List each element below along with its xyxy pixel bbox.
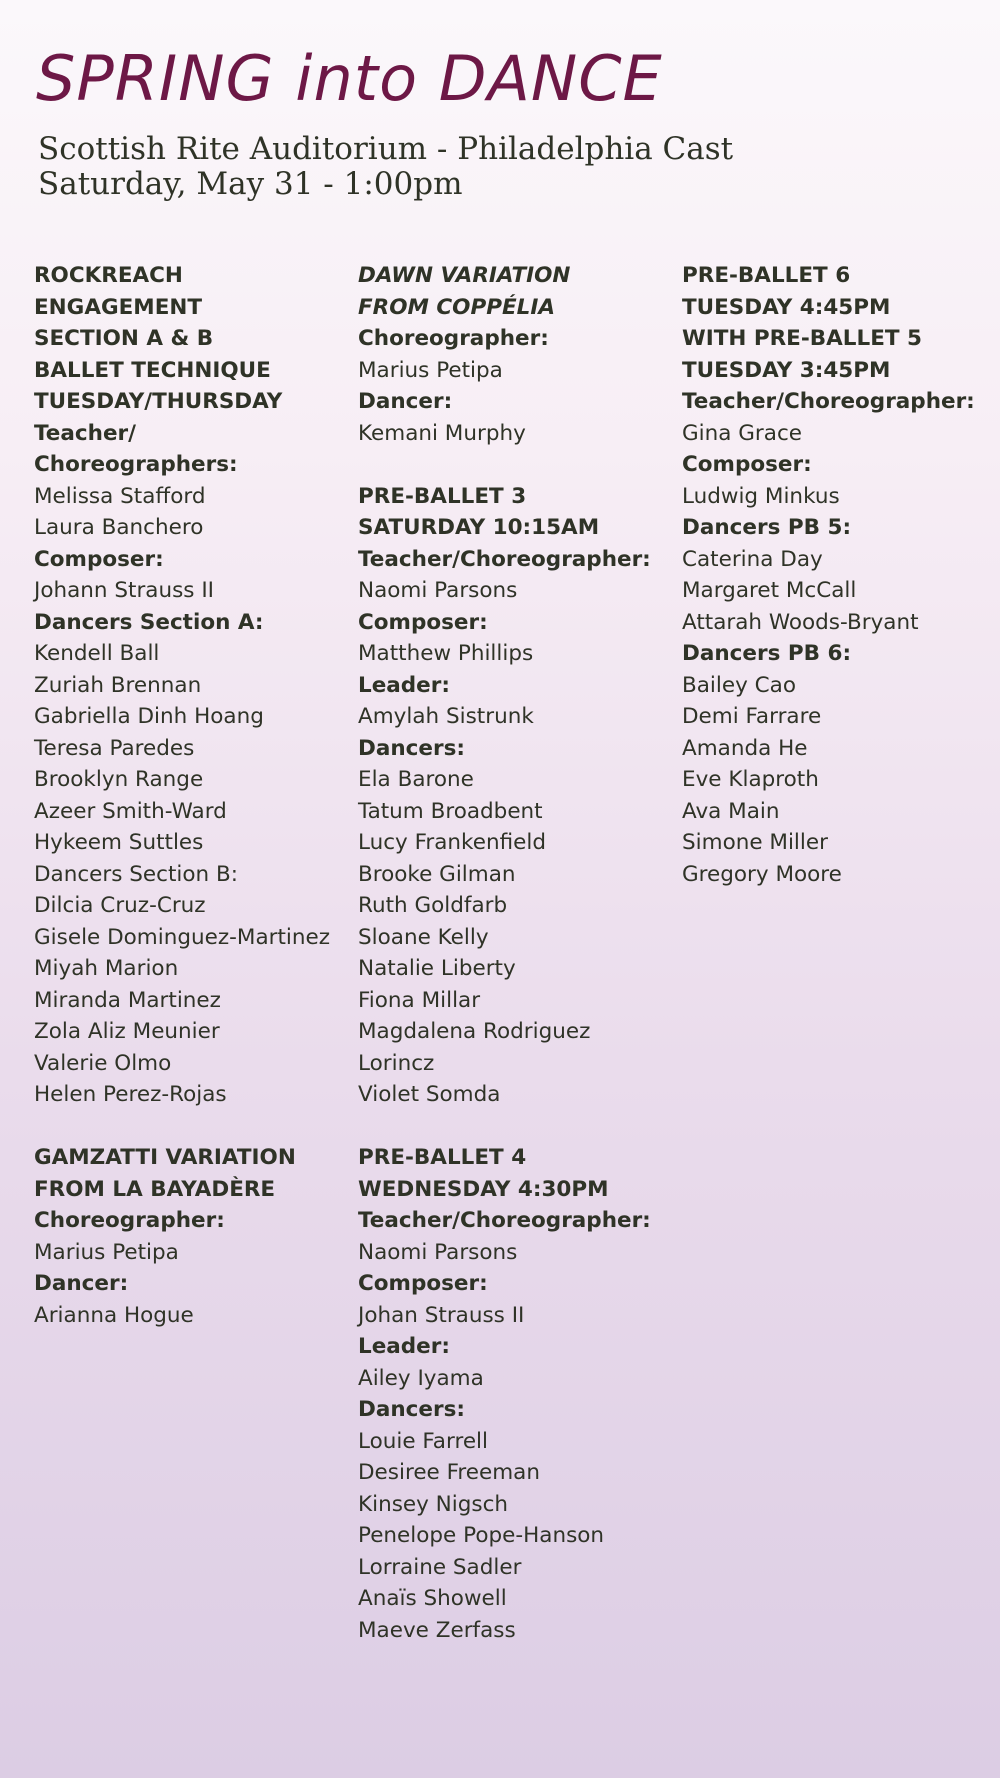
person-name: Ailey Iyama [358, 1365, 484, 1391]
role-label: Dancers Section A: [34, 609, 264, 635]
role-label: Teacher/ [34, 420, 136, 446]
person-name: Johann Strauss II [34, 578, 215, 603]
section-heading: FROM LA BAYADÈRE [34, 1176, 276, 1202]
role-label: Choreographers: [34, 452, 238, 477]
section-heading: ENGAGEMENT [34, 294, 203, 320]
dancer-name: Tatum Broadbent [358, 798, 543, 824]
role-label: Teacher/Choreographer: [358, 546, 651, 572]
dancer-name: Simone Miller [682, 830, 828, 855]
dancer-name: Louie Farrell [358, 1428, 488, 1454]
role-label: Leader: [358, 1334, 450, 1359]
dancer-name: Kinsey Nigsch [358, 1491, 509, 1517]
dancer-name: Violet Somda [358, 1082, 501, 1107]
person-name: Ludwig Minkus [682, 483, 840, 509]
section-pre-ballet-4 [358, 1142, 678, 1646]
dancer-name: Fiona Millar [358, 987, 481, 1013]
dancer-name: Kemani Murphy [358, 420, 526, 446]
section-dawn-variation [358, 260, 678, 449]
dancer-name: Natalie Liberty [358, 956, 516, 981]
dancer-name: Magdalena Rodriguez [358, 1019, 591, 1044]
person-name: Gina Grace [682, 420, 802, 446]
dancer-name: Ela Barone [358, 767, 474, 792]
dancer-name: Miranda Martinez [34, 987, 221, 1013]
role-label: Dancers: [358, 735, 465, 761]
dancer-name: Demi Farrare [682, 704, 822, 729]
dancer-name: Dilcia Cruz-Cruz [34, 893, 206, 918]
section-heading: SECTION A & B [34, 326, 214, 351]
role-label: Choreographer: [358, 326, 549, 351]
dancer-name: Anaïs Showell [358, 1586, 507, 1611]
program-title: SPRING into DANCE [36, 42, 663, 115]
section-heading: SATURDAY 10:15AM [358, 515, 600, 540]
section-heading: WEDNESDAY 4:30PM [358, 1176, 609, 1202]
role-label: Composer: [34, 546, 164, 572]
person-name: Johan Strauss II [358, 1302, 525, 1328]
section-heading: PRE-BALLET 6 [682, 263, 851, 288]
dancer-name: Kendell Ball [34, 641, 160, 666]
person-name: Melissa Stafford [34, 483, 206, 509]
person-name: Amylah Sistrunk [358, 704, 534, 729]
section-heading: ROCKREACH [34, 263, 183, 288]
dancer-name: Margaret McCall [682, 578, 857, 603]
section-heading: BALLET TECHNIQUE [34, 357, 271, 383]
dancer-name: Ava Main [682, 798, 780, 824]
section-rockreach [34, 260, 344, 1111]
dancer-name: Brooke Gilman [358, 861, 516, 887]
person-name: Matthew Phillips [358, 641, 534, 666]
role-label: Dancer: [34, 1271, 129, 1296]
person-name: Naomi Parsons [358, 578, 518, 603]
person-name: Marius Petipa [34, 1239, 179, 1265]
dancer-name: Caterina Day [682, 546, 823, 572]
dancer-name: Gisele Dominguez-Martinez [34, 924, 331, 950]
section-heading: FROM COPPÉLIA [358, 294, 555, 320]
dancer-name: Sloane Kelly [358, 924, 489, 950]
section-heading: PRE-BALLET 4 [358, 1145, 527, 1170]
section-pre-ballet-3 [358, 481, 678, 1111]
role-label: Dancers PB 6: [682, 641, 852, 666]
dancer-name: Amanda He [682, 735, 808, 761]
dancer-name: Ruth Goldfarb [358, 893, 508, 918]
dancer-name: Maeve Zerfass [358, 1617, 516, 1643]
dancer-name: Lorincz [358, 1050, 435, 1076]
section-heading: TUESDAY/THURSDAY [34, 389, 283, 414]
dancer-name: Eve Klaproth [682, 767, 819, 792]
role-label: Composer: [682, 452, 812, 477]
role-label: Dancer: [358, 389, 453, 414]
section-gamzatti [34, 1142, 344, 1331]
date-line: Saturday, May 31 - 1:00pm [38, 166, 463, 202]
program-subtitle [38, 132, 733, 202]
dancer-name: Hykeem Suttles [34, 830, 204, 855]
role-label: Composer: [358, 1271, 488, 1296]
role-label: Teacher/Choreographer: [682, 389, 975, 414]
role-label: Dancers PB 5: [682, 515, 852, 540]
section-heading: WITH PRE-BALLET 5 [682, 326, 923, 351]
dancer-name: Lorraine Sadler [358, 1554, 522, 1580]
dancer-name: Attarah Woods-Bryant [682, 609, 919, 635]
dancer-name: Helen Perez-Rojas [34, 1082, 227, 1107]
dancer-name: Bailey Cao [682, 672, 796, 698]
dancer-name: Penelope Pope-Hanson [358, 1523, 605, 1548]
role-label: Composer: [358, 609, 488, 635]
dancer-name: Gregory Moore [682, 861, 842, 887]
person-name: Laura Banchero [34, 515, 204, 540]
dancer-name: Lucy Frankenfield [358, 830, 546, 855]
column-1 [34, 260, 344, 1363]
section-heading: DAWN VARIATION [358, 263, 571, 288]
role-label: Dancers: [358, 1397, 465, 1422]
dancer-name: Arianna Hogue [34, 1302, 194, 1328]
section-pre-ballet-6 [682, 260, 992, 890]
role-label: Dancers Section B: [34, 861, 238, 887]
role-label: Choreographer: [34, 1208, 225, 1233]
dancer-name: Brooklyn Range [34, 767, 204, 792]
role-label: Teacher/Choreographer: [358, 1208, 651, 1233]
person-name: Naomi Parsons [358, 1239, 518, 1265]
column-3 [682, 260, 992, 922]
section-heading: PRE-BALLET 3 [358, 483, 527, 509]
section-heading: TUESDAY 4:45PM [682, 294, 891, 320]
dancer-name: Miyah Marion [34, 956, 179, 981]
dancer-name: Zola Aliz Meunier [34, 1019, 220, 1044]
section-heading: TUESDAY 3:45PM [682, 357, 891, 383]
role-label: Leader: [358, 672, 450, 698]
dancer-name: Azeer Smith-Ward [34, 798, 227, 824]
section-heading: GAMZATTI VARIATION [34, 1145, 296, 1170]
column-2 [358, 260, 678, 1678]
venue-line: Scottish Rite Auditorium - Philadelphia Cast [38, 131, 734, 167]
person-name: Marius Petipa [358, 357, 503, 383]
dancer-name: Gabriella Dinh Hoang [34, 704, 264, 729]
dancer-name: Valerie Olmo [34, 1050, 172, 1076]
dancer-name: Teresa Paredes [34, 735, 195, 761]
dancer-name: Zuriah Brennan [34, 672, 202, 698]
dancer-name: Desiree Freeman [358, 1460, 540, 1485]
